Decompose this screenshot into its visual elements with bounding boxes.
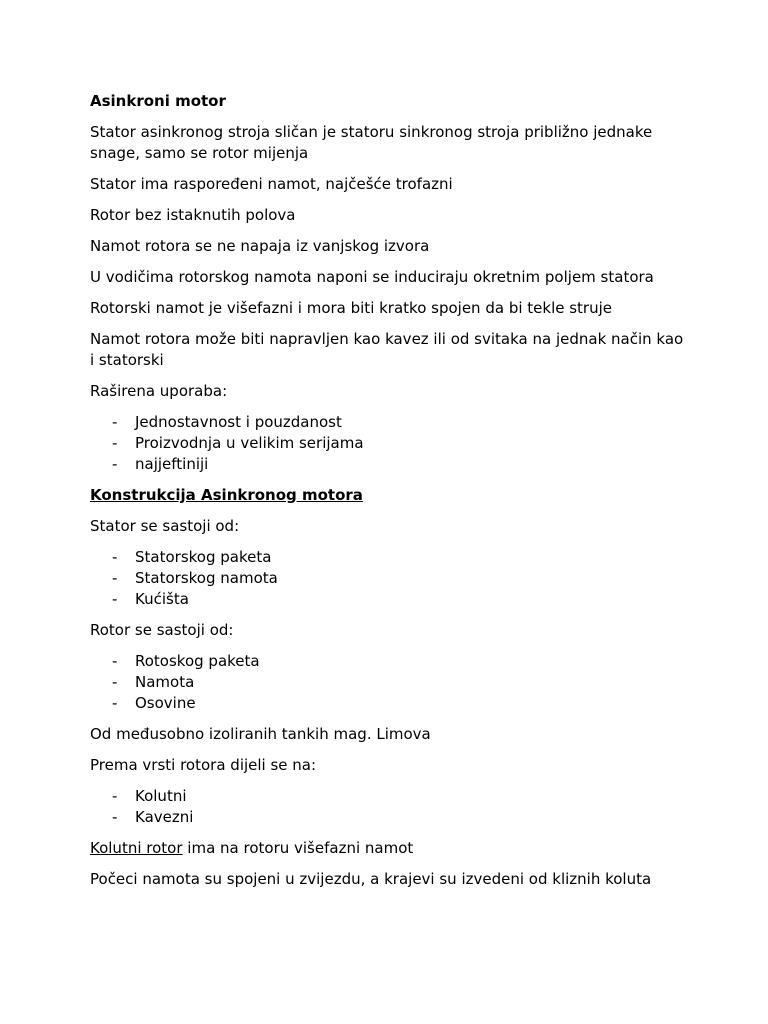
slip-ring-description: ima na rotoru višefazni namot [182, 839, 414, 857]
list-item-text: Kavezni [135, 808, 194, 826]
paragraph-induced-voltage: U vodičima rotorskog namota naponi se induciraju okretnim poljem statora [90, 268, 654, 286]
paragraph-stator-winding: Stator ima raspoređeni namot, najčešće trofazni [90, 175, 453, 193]
list-item-text: Osovine [135, 694, 196, 712]
rotor-parts-label: Rotor se sastoji od: [90, 621, 234, 639]
list-item-text: Jednostavnost i pouzdanost [135, 413, 342, 431]
document-page [90, 91, 690, 900]
paragraph-stator-similarity: Stator asinkronog stroja sličan je statoru sinkronog stroja približno jednake snage, samo se rotor mijenja [90, 123, 653, 162]
list-item [90, 547, 690, 568]
list-item [90, 433, 690, 454]
document-title: Asinkroni motor [90, 92, 226, 110]
list-item [90, 693, 690, 714]
list-item-text: Statorskog paketa [135, 548, 272, 566]
dash-bullet: - [112, 590, 118, 608]
list-item-text: Rotoskog paketa [135, 652, 260, 670]
rotor-parts-list [90, 651, 690, 714]
dash-bullet: - [112, 694, 118, 712]
paragraph-winding-connection: Počeci namota su spojeni u zvijezdu, a krajevi su izvedeni od kliznih koluta [90, 870, 652, 888]
paragraph-laminations: Od međusobno izoliranih tankih mag. Limova [90, 725, 431, 743]
dash-bullet: - [112, 413, 118, 431]
list-item-text: Namota [135, 673, 195, 691]
list-item [90, 786, 690, 807]
list-item [90, 651, 690, 672]
usage-label: Raširena uporaba: [90, 382, 228, 400]
paragraph-slip-ring-rotor [90, 838, 690, 859]
list-item [90, 807, 690, 828]
list-item [90, 454, 690, 475]
list-item [90, 568, 690, 589]
stator-parts-list [90, 547, 690, 610]
list-item-text: Proizvodnja u velikim serijama [135, 434, 364, 452]
list-item [90, 672, 690, 693]
stator-parts-label: Stator se sastoji od: [90, 517, 240, 535]
dash-bullet: - [112, 569, 118, 587]
list-item-text: Statorskog namota [135, 569, 278, 587]
paragraph-cage-winding: Namot rotora može biti napravljen kao kavez ili od svitaka na jednak način kao i statorski [90, 330, 684, 369]
paragraph-short-circuit: Rotorski namot je višefazni i mora biti kratko spojen da bi tekle struje [90, 299, 612, 317]
dash-bullet: - [112, 787, 118, 805]
usage-list [90, 412, 690, 475]
dash-bullet: - [112, 808, 118, 826]
rotor-type-list [90, 786, 690, 828]
list-item [90, 412, 690, 433]
rotor-type-label: Prema vrsti rotora dijeli se na: [90, 756, 317, 774]
list-item-text: Kolutni [135, 787, 187, 805]
dash-bullet: - [112, 652, 118, 670]
list-item [90, 589, 690, 610]
paragraph-rotor-poles: Rotor bez istaknutih polova [90, 206, 296, 224]
slip-ring-term: Kolutni rotor [90, 839, 183, 857]
dash-bullet: - [112, 434, 118, 452]
dash-bullet: - [112, 548, 118, 566]
dash-bullet: - [112, 455, 118, 473]
list-item-text: najjeftiniji [135, 455, 209, 473]
dash-bullet: - [112, 673, 118, 691]
construction-heading: Konstrukcija Asinkronog motora [90, 486, 363, 504]
paragraph-rotor-supply: Namot rotora se ne napaja iz vanjskog izvora [90, 237, 430, 255]
list-item-text: Kućišta [135, 590, 189, 608]
